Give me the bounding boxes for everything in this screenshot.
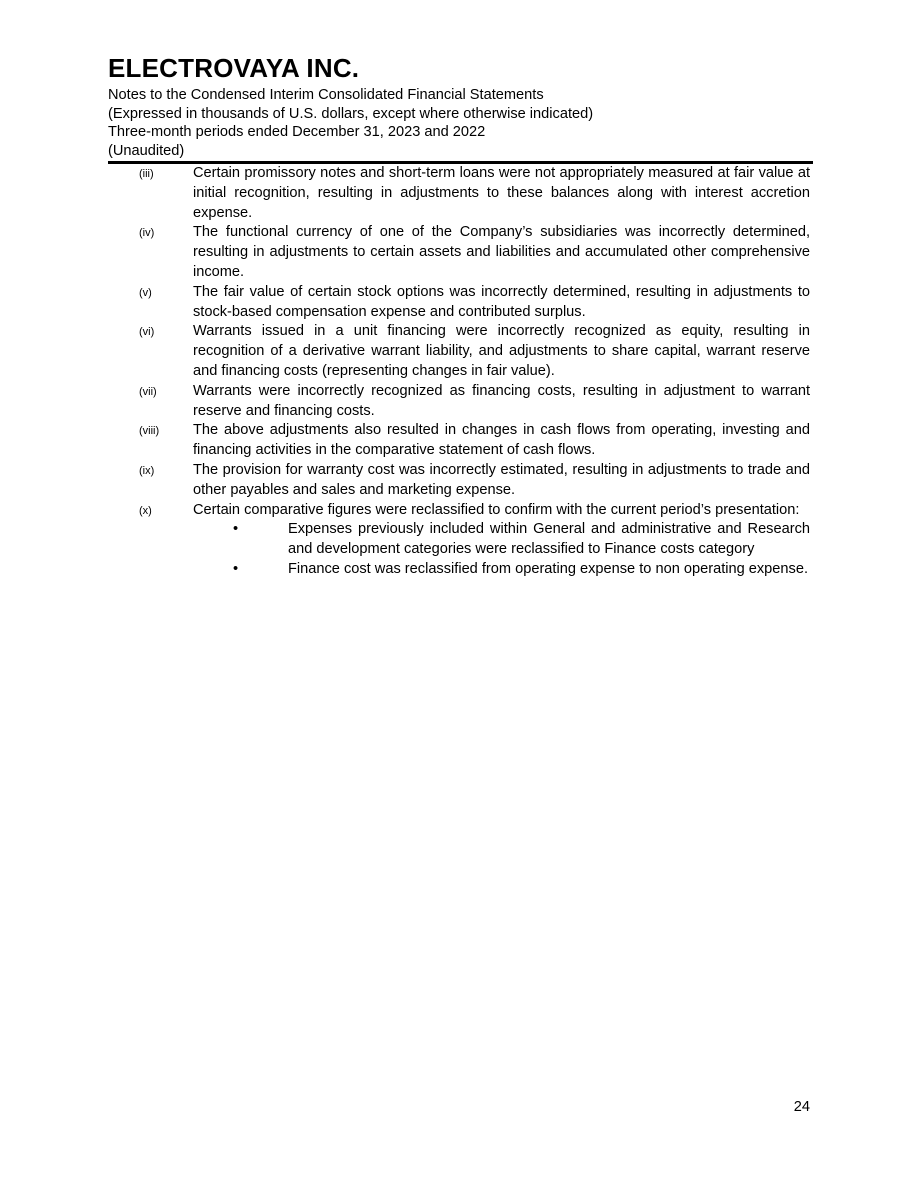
company-name: ELECTROVAYA INC.: [108, 53, 360, 83]
note-item: [108, 382, 810, 422]
note-item: [108, 322, 810, 381]
statement-header: [108, 86, 593, 160]
note-text: Warrants were incorrectly recognized as financing costs, resulting in adjustment to warrant reserve and financing costs.: [193, 382, 810, 419]
note-number: (v): [139, 286, 152, 299]
bullet-text: Expenses previously included within General and administrative and Research and development categories were reclassified to Finance costs category: [288, 521, 810, 558]
bullet-symbol: •: [233, 521, 239, 538]
note-item: [108, 283, 810, 323]
bullet-list: [193, 520, 810, 579]
note-number: (vi): [139, 326, 155, 339]
note-item: [108, 421, 810, 461]
note-text: Certain promissory notes and short-term loans were not appropriately measured at fair value at initial recognition, resulting in adjustments to these balances along with interest accretion expense.: [193, 165, 810, 221]
header-line-title: Notes to the Condensed Interim Consolidated Financial Statements: [108, 87, 544, 103]
note-number: (x): [139, 504, 152, 517]
header-line-audit-status: (Unaudited): [108, 142, 185, 159]
bullet-item: [193, 520, 810, 560]
bullet-item: [193, 560, 810, 580]
note-number: (ix): [139, 464, 155, 477]
note-item: [108, 223, 810, 282]
header-line-period: Three-month periods ended December 31, 2023 and 2022: [108, 124, 486, 141]
note-text: The fair value of certain stock options was incorrectly determined, resulting in adjustments to stock-based compensation expense and contributed surplus.: [193, 283, 810, 320]
note-text: The provision for warranty cost was incorrectly estimated, resulting in adjustments to trade and other payables and sales and marketing expense.: [193, 461, 810, 498]
note-number: (viii): [139, 425, 160, 438]
bullet-text: Finance cost was reclassified from operating expense to non operating expense.: [288, 560, 809, 577]
note-number: (iv): [139, 227, 155, 240]
bullet-symbol: •: [233, 560, 239, 577]
note-item: [108, 164, 810, 223]
page-number: 24: [793, 1099, 810, 1115]
note-number: (iii): [139, 168, 154, 180]
note-text: The above adjustments also resulted in changes in cash flows from operating, investing and financing activities in the comparative statement of cash flows.: [193, 422, 810, 459]
note-number: (vii): [139, 385, 157, 398]
note-text: The functional currency of one of the Company’s subsidiaries was incorrectly determined, resulting in adjustments to certain assets and liabilities and accumulated other comprehensive income.: [193, 224, 810, 280]
note-item: [108, 501, 810, 580]
header-line-currency: (Expressed in thousands of U.S. dollars, except where otherwise indicated): [108, 105, 594, 122]
notes-list: [108, 164, 810, 580]
note-item: [108, 461, 810, 501]
note-text: Warrants issued in a unit financing were incorrectly recognized as equity, resulting in recognition of a derivative warrant liability, and adjustments to share capital, warrant reserve and financing costs (representing changes in fair value).: [193, 323, 810, 379]
note-text: Certain comparative figures were reclassified to confirm with the current period’s presentation:: [193, 501, 800, 518]
